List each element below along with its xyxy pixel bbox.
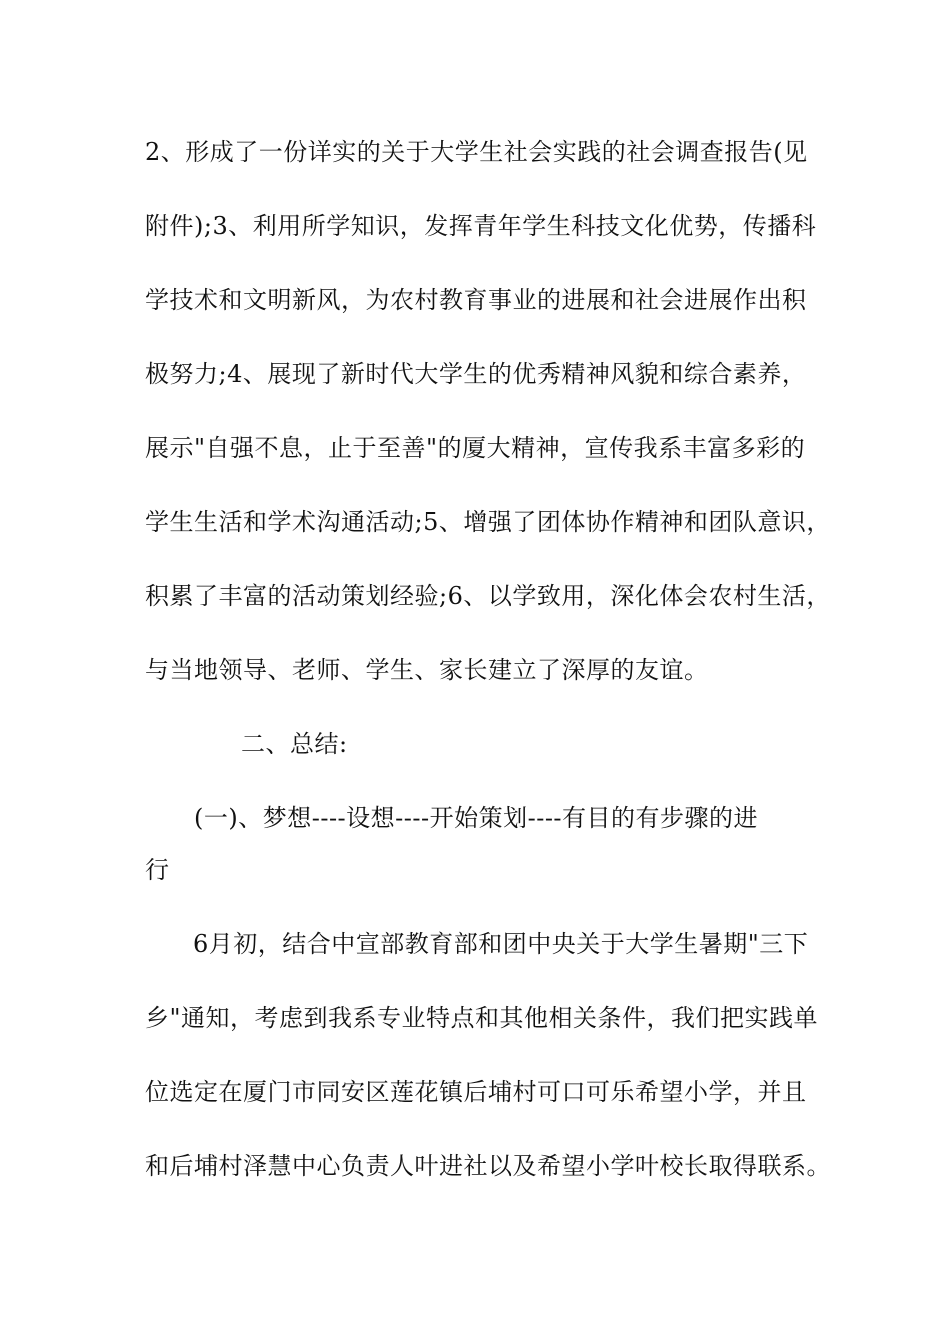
section-heading: 二、总结: bbox=[241, 730, 348, 758]
paragraph-1-line-5: 展示"自强不息，止于至善"的厦大精神，宣传我系丰富多彩的 bbox=[145, 434, 806, 462]
paragraph-2-line-3: 位选定在厦门市同安区莲花镇后埔村可口可乐希望小学，并且 bbox=[145, 1078, 807, 1106]
subheading-line-1: (一)、梦想----设想----开始策划----有目的有步骤的进 bbox=[194, 804, 759, 832]
paragraph-2-line-1: 6月初，结合中宣部教育部和团中央关于大学生暑期"三下 bbox=[193, 930, 809, 958]
paragraph-1-line-1: 2、形成了一份详实的关于大学生社会实践的社会调查报告(见 bbox=[145, 138, 808, 166]
paragraph-1-line-6: 学生生活和学术沟通活动;5、增强了团体协作精神和团队意识， bbox=[145, 508, 831, 536]
paragraph-1-line-7: 积累了丰富的活动策划经验;6、以学致用，深化体会农村生活， bbox=[145, 582, 831, 610]
paragraph-1-line-8: 与当地领导、老师、学生、家长建立了深厚的友谊。 bbox=[145, 656, 709, 684]
paragraph-1-line-2: 附件);3、利用所学知识，发挥青年学生科技文化优势，传播科 bbox=[145, 212, 817, 240]
paragraph-1-line-4: 极努力;4、展现了新时代大学生的优秀精神风貌和综合素养， bbox=[145, 360, 807, 388]
subheading-line-2: 行 bbox=[145, 856, 170, 884]
paragraph-2-line-4: 和后埔村泽慧中心负责人叶进社以及希望小学叶校长取得联系。 bbox=[145, 1152, 831, 1180]
paragraph-1-line-3: 学技术和文明新风，为农村教育事业的进展和社会进展作出积 bbox=[145, 286, 807, 314]
paragraph-2-line-2: 乡"通知，考虑到我系专业特点和其他相关条件，我们把实践单 bbox=[145, 1004, 819, 1032]
